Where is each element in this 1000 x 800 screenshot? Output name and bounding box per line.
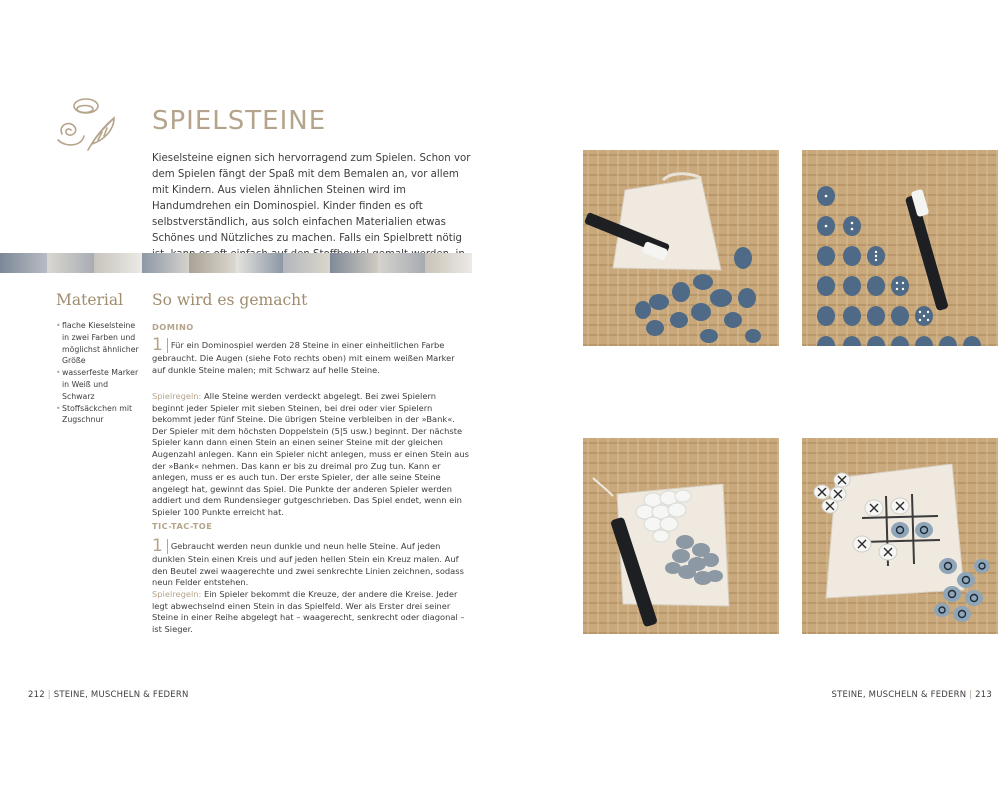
material-heading: Material [56,291,124,309]
photo-tictactoe-board [802,438,998,634]
tictactoe-rules-text: Ein Spieler bekommt die Kreuze, der andere die Kreise. Jeder legt abwechselnd einen Stein in das Spielfeld. Wer als Erster drei seiner Steine in einer Reihe abgelegt hat – waagerecht, senkrecht oder diagonal – ist Sieger. [152,589,465,634]
page-title: SPIELSTEINE [152,106,327,136]
chapter-title: STEINE, MUSCHELN & FEDERN [53,690,189,700]
domino-rules-text: Alle Steine werden verdeckt abgelegt. Bei zwei Spielern beginnt jeder Spieler mit sieben Steinen, bei drei oder vier Spielern bekommt jeder fünf Steine. Die übrigen Steine verbleiben in der »Bank«. Der Spieler mit dem höchsten Doppelstein (5|5 usw.) beginnt. Der nächste Spieler kann dann einen Stein an einen seiner Steine mit der gleichen Augenzahl anlegen. Kann ein Spieler nicht anlegen, muss er einen Stein aus der »Bank« nehmen. Das kann er bis zu dreimal pro Zug tun. Kann er anlegen, muss er es auch tun. Der erste Spieler, der alle seine Steine angelegt hat, gewinnt das Spiel. Die Punkte der anderen Spieler werden addiert und dem Rundensieger gutgeschrieben. Das Spiel endet, wenn ein Spieler 100 Punkte erreicht hat. [152,391,469,517]
step-number: 1 [152,338,168,353]
list-item: • wasserfeste Marker in Weiß und Schwarz [56,367,142,402]
material-list [56,320,142,426]
tictactoe-step-text: Gebraucht werden neun dunkle und neun helle Steine. Auf jeden dunklen Stein einen Kreis und auf jeden hellen Stein ein Kreuz malen. Auf den Beutel zwei waagerechte und zwei senkrechte Linien zeichnen, sodass neun Felder entstehen. [152,541,464,588]
tictactoe-step-1 [152,536,470,589]
list-item: • Stoffsäckchen mit Zugschnur [56,403,142,427]
stones-shell-feather-icon [52,96,124,154]
domino-heading: DOMINO [152,322,194,332]
page-number: 212 [28,690,45,700]
photo-domino-stones [802,150,998,346]
chapter-title: STEINE, MUSCHELN & FEDERN [831,690,967,700]
photo-blank-stones [583,150,779,346]
rules-label: Spielregeln: [152,391,202,401]
photo-tictactoe-stones [583,438,779,634]
domino-step-text: Für ein Dominospiel werden 28 Steine in einer einheitlichen Farbe gebraucht. Die Augen (siehe Foto rechts oben) mit einem weißen Marker auf dunkle Steine malen; mit Schwarz auf helle Steine. [152,340,455,375]
left-footer: 212 | STEINE, MUSCHELN & FEDERN [28,690,189,700]
page-number: 213 [975,690,992,700]
decorative-photo-strip [0,253,472,273]
right-footer: STEINE, MUSCHELN & FEDERN | 213 [831,690,992,700]
tictactoe-rules [152,589,470,635]
domino-rules [152,391,470,519]
instructions-heading: So wird es gemacht [152,291,308,309]
list-item: • flache Kieselsteine in zwei Farben und möglichst ähnlicher Größe [56,320,142,367]
intro-paragraph: Kieselsteine eignen sich hervorragend zum Spielen. Schon vor dem Spielen fängt der Spaß mit dem Bemalen an, vor allem mit Kindern. Aus vielen ähnlichen Steinen wird im Handumdrehen ein Dominospiel. Kinder finden es oft selbstverständlich, aus solch einfachen Materialien etwas Schönes und Nützliches zu machen. Falls ein Spielbrett nötig [152,153,471,244]
step-number: 1 [152,539,168,554]
tictactoe-heading: TIC-TAC-TOE [152,521,213,531]
domino-step-1 [152,335,470,376]
rules-label: Spielregeln: [152,589,202,599]
